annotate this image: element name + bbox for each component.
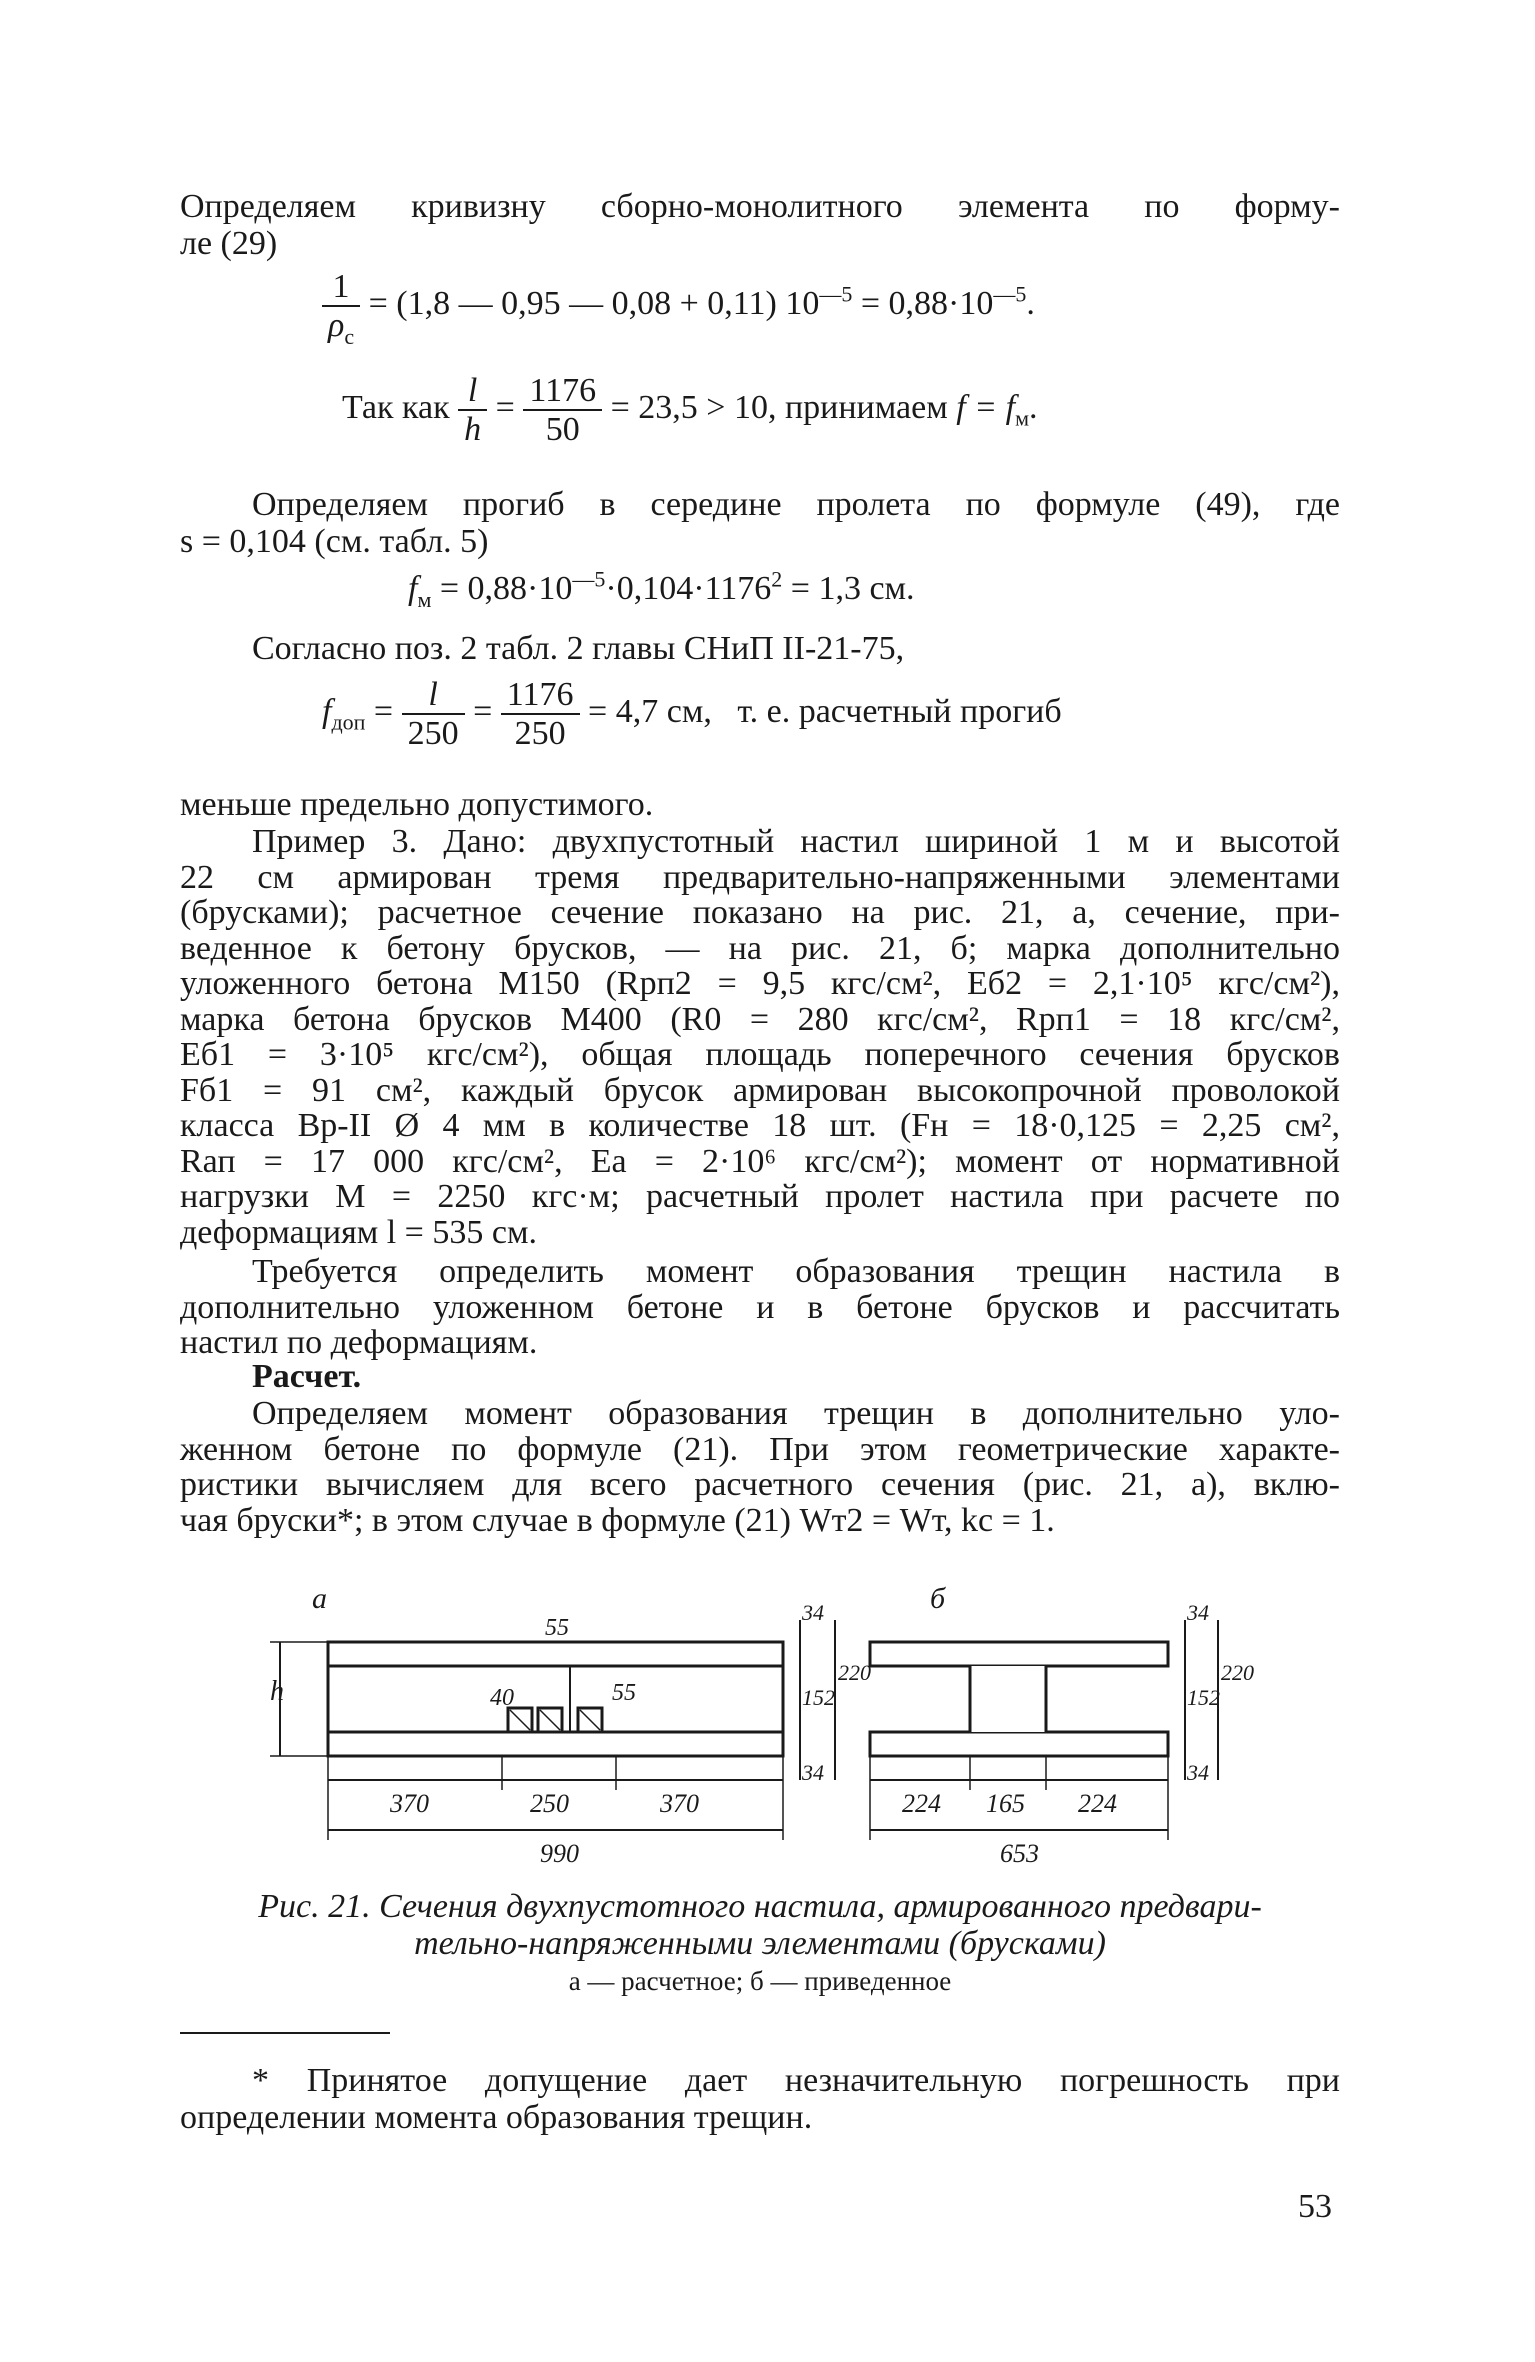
footnote-rule: [180, 2032, 390, 2034]
page-number: 53: [1298, 2188, 1332, 2225]
section-a-bottom-flange: [328, 1732, 783, 1756]
figure-21-sections: [240, 1580, 1320, 1870]
example-3-line: Еб1 = 3·10⁵ кгс/см²), общая площадь поперечного сечения брусков: [180, 1036, 1340, 1073]
equation-result: = 0,88·10: [852, 284, 994, 322]
equation-allowable-deflection: $f_{доп}$ = $\frac{l}{250}$ = $\frac{1176}{250}$ = 4,7 см, т. е. расчетный прогиб: [322, 676, 1062, 752]
fraction-denominator: 50: [545, 411, 580, 448]
dim-b-224-left: 224: [902, 1789, 941, 1818]
required-line: Требуется определить момент образования трещин настила в: [252, 1253, 1340, 1290]
paragraph-deflection-line1: Определяем прогиб в середине пролета по формуле (49), где: [252, 486, 1340, 523]
calculation-heading: Расчет.: [252, 1358, 362, 1395]
fraction-l-h: [458, 372, 487, 448]
example-3-line: марка бетона брусков М400 (R0 = 280 кгс/см², Rрп1 = 18 кгс/см²,: [180, 1000, 1340, 1038]
fraction-1176-250: [501, 676, 580, 752]
figure-caption-line2: тельно-напряженными элементами (брусками): [414, 1925, 1106, 1962]
equation-rhs: = 0,88·10: [431, 570, 573, 607]
fraction-denominator: h: [464, 411, 482, 448]
calculation-line: женном бетоне по формуле (21). При этом геометрические характе-: [180, 1430, 1340, 1468]
dim-a-152: 152: [802, 1685, 835, 1710]
example-3-line: Пример 3. Дано: двухпустотный настил шириной 1 м и высотой: [252, 823, 1340, 860]
calculation-line: чая бруски*; в этом случае в формуле (21) Wт2 = Wт, kс = 1.: [180, 1501, 1055, 1539]
dim-a-40: 40: [490, 1685, 514, 1711]
example-3-line: класса Вр-II Ø 4 мм в количестве 18 шт. (Fн = 18·0,125 = 2,25 см²,: [180, 1107, 1340, 1144]
footnote-line2: определении момента образования трещин.: [180, 2099, 813, 2136]
dim-a-370-right: 370: [660, 1789, 699, 1818]
section-a-top-flange: [328, 1642, 783, 1666]
fraction-numerator: l: [458, 372, 487, 411]
equation-end: .: [1026, 284, 1035, 322]
dim-a-55-top: 55: [545, 1615, 569, 1641]
fraction-numerator: 1: [322, 268, 360, 307]
paragraph-less-than-allowed: меньше предельно допустимого.: [180, 786, 654, 823]
fraction-denominator: ρ: [328, 307, 345, 344]
section-b-bottom-flange: [870, 1732, 1168, 1756]
dim-b-220: 220: [1221, 1660, 1254, 1685]
required-line: настил по деформациям.: [180, 1324, 538, 1361]
figure-label-a: а: [312, 1582, 327, 1615]
figure-caption-line1: Рис. 21. Сечения двухпустотного настила, армированного предвари-: [258, 1888, 1262, 1925]
example-3-line: уложенного бетона М150 (Rрп2 = 9,5 кгс/см², Еб2 = 2,1·10⁵ кгс/см²),: [180, 965, 1340, 1002]
figure-caption-legend: а — расчетное; б — приведенное: [568, 1966, 952, 1996]
example-3-line: Rап = 17 000 кгс/см², Еа = 2·10⁶ кгс/см²); момент от нормативной: [180, 1142, 1340, 1180]
section-b-web: [970, 1666, 1046, 1732]
equation-mid: ·0,104·1176: [605, 570, 772, 607]
equation-f: f: [322, 692, 332, 730]
equation-end: = 1,3 см.: [782, 570, 915, 607]
equation-prefix: Так как: [342, 388, 450, 426]
fraction-1176-50: [523, 372, 602, 448]
paragraph-snip: Согласно поз. 2 табл. 2 главы СНиП II-21-75,: [252, 630, 905, 667]
dim-a-990: 990: [540, 1839, 579, 1868]
dim-a-250: 250: [530, 1789, 569, 1818]
dim-b-152: 152: [1187, 1685, 1220, 1710]
denominator-subscript: с: [344, 323, 355, 349]
calculation-line: Определяем момент образования трещин в дополнительно уло-: [252, 1395, 1340, 1432]
required-line: дополнительно уложенном бетоне и в бетоне брусков и рассчитать: [180, 1288, 1340, 1326]
equation-conclusion: т. е. расчетный прогиб: [737, 692, 1062, 730]
equation-end: .: [1028, 388, 1038, 426]
subscript: м: [1015, 405, 1029, 431]
equation-f: f: [408, 570, 418, 607]
equation-f: f = f: [956, 388, 1016, 426]
fraction-numerator: 1176: [523, 372, 602, 411]
example-3-line: (брусками); расчетное сечение показано на рис. 21, а, сечение, при-: [180, 894, 1340, 931]
example-3-line: 22 см армирован тремя предварительно-напряженными элементами: [180, 858, 1340, 896]
fraction-numerator: l: [402, 676, 465, 715]
exponent: 2: [771, 566, 783, 592]
fraction-denominator: 250: [514, 715, 566, 752]
fraction-numerator: 1176: [501, 676, 580, 715]
subscript: м: [417, 586, 432, 612]
exponent: —5: [572, 566, 606, 592]
dim-b-224-right: 224: [1078, 1789, 1117, 1818]
example-3-line: Fб1 = 91 см², каждый брусок армирован высокопрочной проволокой: [180, 1071, 1340, 1109]
equation-curvature: [322, 268, 1035, 349]
equation-rhs: = (1,8 — 0,95 — 0,08 + 0,11) 10: [368, 284, 820, 322]
example-3-line: нагрузки M = 2250 кгс·м; расчетный пролет настила при расчете по: [180, 1178, 1340, 1215]
fraction-1-rho: [322, 268, 360, 349]
equation-rhs: = 4,7 см,: [588, 692, 712, 730]
example-3-line: деформациям l = 535 см.: [180, 1213, 537, 1251]
dim-a-370-left: 370: [390, 1789, 429, 1818]
equation-rhs: = 23,5 > 10,: [610, 388, 777, 426]
figure-label-b: б: [930, 1582, 946, 1615]
equation-span-ratio: Так как $\frac{l}{h}$ = $\frac{1176}{50}$ = 23,5 > 10, принимаем $f = f_м$.: [342, 372, 1038, 448]
subscript: доп: [331, 709, 366, 735]
paragraph-deflection-line2: s = 0,104 (см. табл. 5): [180, 523, 489, 560]
paragraph-curvature-line2: ле (29): [180, 225, 278, 262]
section-b-top-flange: [870, 1642, 1168, 1666]
calculation-line: ристики вычисляем для всего расчетного сечения (рис. 21, а), вклю-: [180, 1466, 1340, 1503]
footnote-line1: * Принятое допущение дает незначительную погрешность при: [252, 2062, 1340, 2099]
dim-b-34-top: 34: [1187, 1600, 1209, 1625]
dim-b-165: 165: [986, 1789, 1025, 1818]
equation-deflection: [408, 566, 915, 612]
dim-b-653: 653: [1000, 1839, 1039, 1868]
exponent: —5: [819, 281, 853, 307]
fraction-l-250: [402, 676, 465, 752]
equation-conclusion: принимаем: [784, 388, 948, 426]
dim-a-55-side: 55: [612, 1680, 636, 1706]
dim-a-34-bottom: 34: [802, 1760, 824, 1785]
example-3-line: веденное к бетону брусков, — на рис. 21, б; марка дополнительно: [180, 929, 1340, 967]
exponent: —5: [993, 281, 1027, 307]
dim-b-34-bottom: 34: [1187, 1760, 1209, 1785]
dim-a-34-top: 34: [802, 1600, 824, 1625]
dim-a-220: 220: [838, 1660, 871, 1685]
dim-h: h: [270, 1676, 284, 1707]
fraction-denominator: 250: [407, 715, 459, 752]
paragraph-curvature-line1: Определяем кривизну сборно-монолитного элемента по форму-: [180, 188, 1340, 225]
